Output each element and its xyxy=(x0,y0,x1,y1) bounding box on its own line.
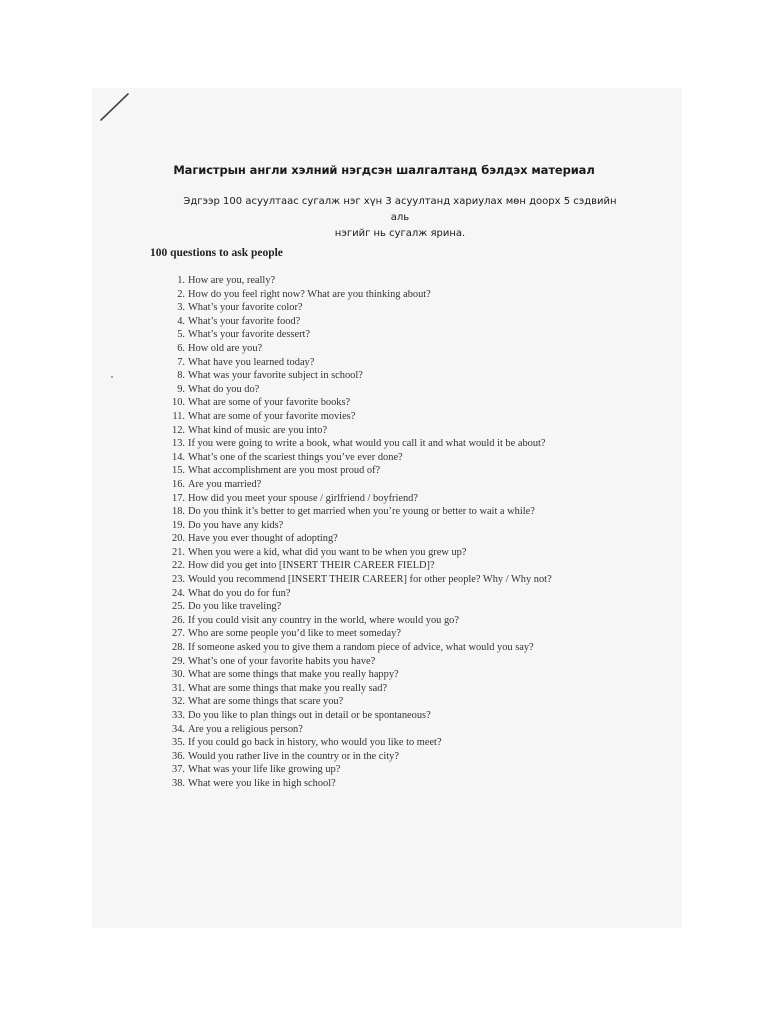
question-number: 9. xyxy=(177,383,185,395)
question-text: What do you do? xyxy=(188,383,260,395)
question-item xyxy=(166,492,552,506)
question-number: 1. xyxy=(177,275,185,286)
question-item xyxy=(166,614,552,628)
question-number: 8. xyxy=(177,370,185,382)
question-item xyxy=(166,424,552,438)
pen-stroke-mark xyxy=(98,92,130,122)
question-number: 36. xyxy=(172,750,185,762)
question-item xyxy=(166,328,552,342)
question-item xyxy=(166,641,552,655)
question-text: What’s your favorite color? xyxy=(188,302,303,314)
question-item xyxy=(166,356,552,370)
question-item xyxy=(166,505,552,519)
question-number: 13. xyxy=(172,438,185,450)
question-number: 28. xyxy=(172,642,185,654)
question-item xyxy=(166,736,552,750)
question-item xyxy=(166,301,552,315)
question-text: What are some of your favorite movies? xyxy=(188,410,356,422)
question-text: What’s your favorite food? xyxy=(188,315,301,327)
question-item xyxy=(166,274,552,288)
question-text: Would you recommend [INSERT THEIR CAREER] for other people? Why / Why not? xyxy=(188,574,552,586)
question-number: 25. xyxy=(172,601,185,613)
question-item xyxy=(166,682,552,696)
question-item xyxy=(166,573,552,587)
question-text: Who are some people you’d like to meet someday? xyxy=(188,628,401,640)
subtitle-line-1: Эдгээр 100 асуултаас сугалж нэг хүн 3 асуултанд хариулах мөн доорх 5 сэдвийн аль xyxy=(183,196,617,223)
question-number: 35. xyxy=(172,737,185,749)
question-item xyxy=(166,410,552,424)
question-item xyxy=(166,695,552,709)
question-number: 29. xyxy=(172,655,185,667)
question-item xyxy=(166,559,552,573)
scan-speck xyxy=(111,376,113,378)
question-number: 3. xyxy=(177,302,185,314)
question-text: How do you feel right now? What are you thinking about? xyxy=(188,288,431,300)
question-number: 20. xyxy=(172,533,185,545)
question-item xyxy=(166,519,552,533)
question-text: What are some things that make you really sad? xyxy=(188,682,388,694)
question-number: 38. xyxy=(172,777,185,789)
question-number: 23. xyxy=(172,574,185,586)
question-number: 32. xyxy=(172,696,185,708)
question-text: Do you think it’s better to get married when you’re young or better to wait a while? xyxy=(188,506,535,518)
question-item xyxy=(166,315,552,329)
question-item xyxy=(166,627,552,641)
question-item xyxy=(166,600,552,614)
question-item xyxy=(166,383,552,397)
document-title: Магистрын англи хэлний нэгдсэн шалгалтанд бэлдэх материал xyxy=(173,163,595,177)
question-number: 31. xyxy=(172,682,185,694)
question-text: What accomplishment are you most proud of? xyxy=(188,465,381,477)
question-item xyxy=(166,464,552,478)
question-item xyxy=(166,668,552,682)
question-text: What are some things that scare you? xyxy=(188,696,344,708)
question-text: If you were going to write a book, what would you call it and what would it be about? xyxy=(188,438,546,450)
question-number: 19. xyxy=(172,519,185,531)
question-text: Are you a religious person? xyxy=(188,723,303,735)
question-text: If you could visit any country in the world, where would you go? xyxy=(188,614,459,626)
question-number: 5. xyxy=(177,329,185,341)
question-item xyxy=(166,750,552,764)
question-item xyxy=(166,369,552,383)
question-text: If you could go back in history, who would you like to meet? xyxy=(188,737,442,749)
document-subtitle xyxy=(180,194,620,242)
question-text: When you were a kid, what did you want to be when you grew up? xyxy=(188,546,467,558)
question-text: What kind of music are you into? xyxy=(188,424,328,436)
question-number: 4. xyxy=(177,315,185,327)
question-item xyxy=(166,396,552,410)
question-item xyxy=(166,777,552,791)
question-text: What’s your favorite dessert? xyxy=(188,329,311,341)
question-text: What’s one of your favorite habits you have? xyxy=(188,655,376,667)
question-number: 18. xyxy=(172,506,185,518)
question-text: Do you have any kids? xyxy=(188,519,284,531)
question-number: 6. xyxy=(177,342,185,354)
question-number: 2. xyxy=(177,288,185,300)
question-number: 22. xyxy=(172,560,185,572)
question-text: What was your favorite subject in school? xyxy=(188,370,363,382)
question-number: 12. xyxy=(172,424,185,436)
question-item xyxy=(166,723,552,737)
question-item xyxy=(166,451,552,465)
question-text: If someone asked you to give them a random piece of advice, what would you say? xyxy=(188,642,534,654)
question-number: 15. xyxy=(172,465,185,477)
question-text: Are you married? xyxy=(188,478,262,490)
question-number: 11. xyxy=(172,410,185,422)
question-number: 10. xyxy=(172,397,185,409)
question-item xyxy=(166,587,552,601)
question-item xyxy=(166,342,552,356)
question-text: How old are you? xyxy=(188,342,263,354)
question-number: 26. xyxy=(172,614,185,626)
question-number: 27. xyxy=(172,628,185,640)
question-text: Have you ever thought of adopting? xyxy=(188,533,338,545)
question-list xyxy=(166,274,552,791)
subtitle-line-2: нэгийг нь сугалж ярина. xyxy=(334,228,466,239)
question-number: 17. xyxy=(172,492,185,504)
question-number: 30. xyxy=(172,669,185,681)
question-item xyxy=(166,532,552,546)
question-text: How did you meet your spouse / girlfriend / boyfriend? xyxy=(188,492,418,504)
question-item xyxy=(166,655,552,669)
question-number: 7. xyxy=(177,356,185,368)
question-number: 24. xyxy=(172,587,185,599)
question-text: What are some things that make you really happy? xyxy=(188,669,399,681)
question-item xyxy=(166,709,552,723)
question-text: What have you learned today? xyxy=(188,356,315,368)
question-item xyxy=(166,478,552,492)
question-text: What are some of your favorite books? xyxy=(188,397,351,409)
question-number: 14. xyxy=(172,451,185,463)
question-item xyxy=(166,763,552,777)
question-item xyxy=(166,288,552,302)
question-text: How did you get into [INSERT THEIR CAREER FIELD]? xyxy=(188,560,435,572)
question-number: 34. xyxy=(172,723,185,735)
question-text: What’s one of the scariest things you’ve ever done? xyxy=(188,451,403,463)
question-text: What were you like in high school? xyxy=(188,777,336,789)
question-item xyxy=(166,437,552,451)
question-text: Would you rather live in the country or in the city? xyxy=(188,750,399,762)
section-heading: 100 questions to ask people xyxy=(150,247,283,259)
question-text: What do you do for fun? xyxy=(188,587,291,599)
question-text: How are you, really? xyxy=(188,275,276,286)
question-text: What was your life like growing up? xyxy=(188,764,341,776)
question-text: Do you like to plan things out in detail or be spontaneous? xyxy=(188,710,431,721)
question-item xyxy=(166,546,552,560)
question-number: 33. xyxy=(172,710,185,721)
question-text: Do you like traveling? xyxy=(188,601,282,613)
question-number: 21. xyxy=(172,546,185,558)
question-number: 37. xyxy=(172,764,185,776)
question-number: 16. xyxy=(172,478,185,490)
